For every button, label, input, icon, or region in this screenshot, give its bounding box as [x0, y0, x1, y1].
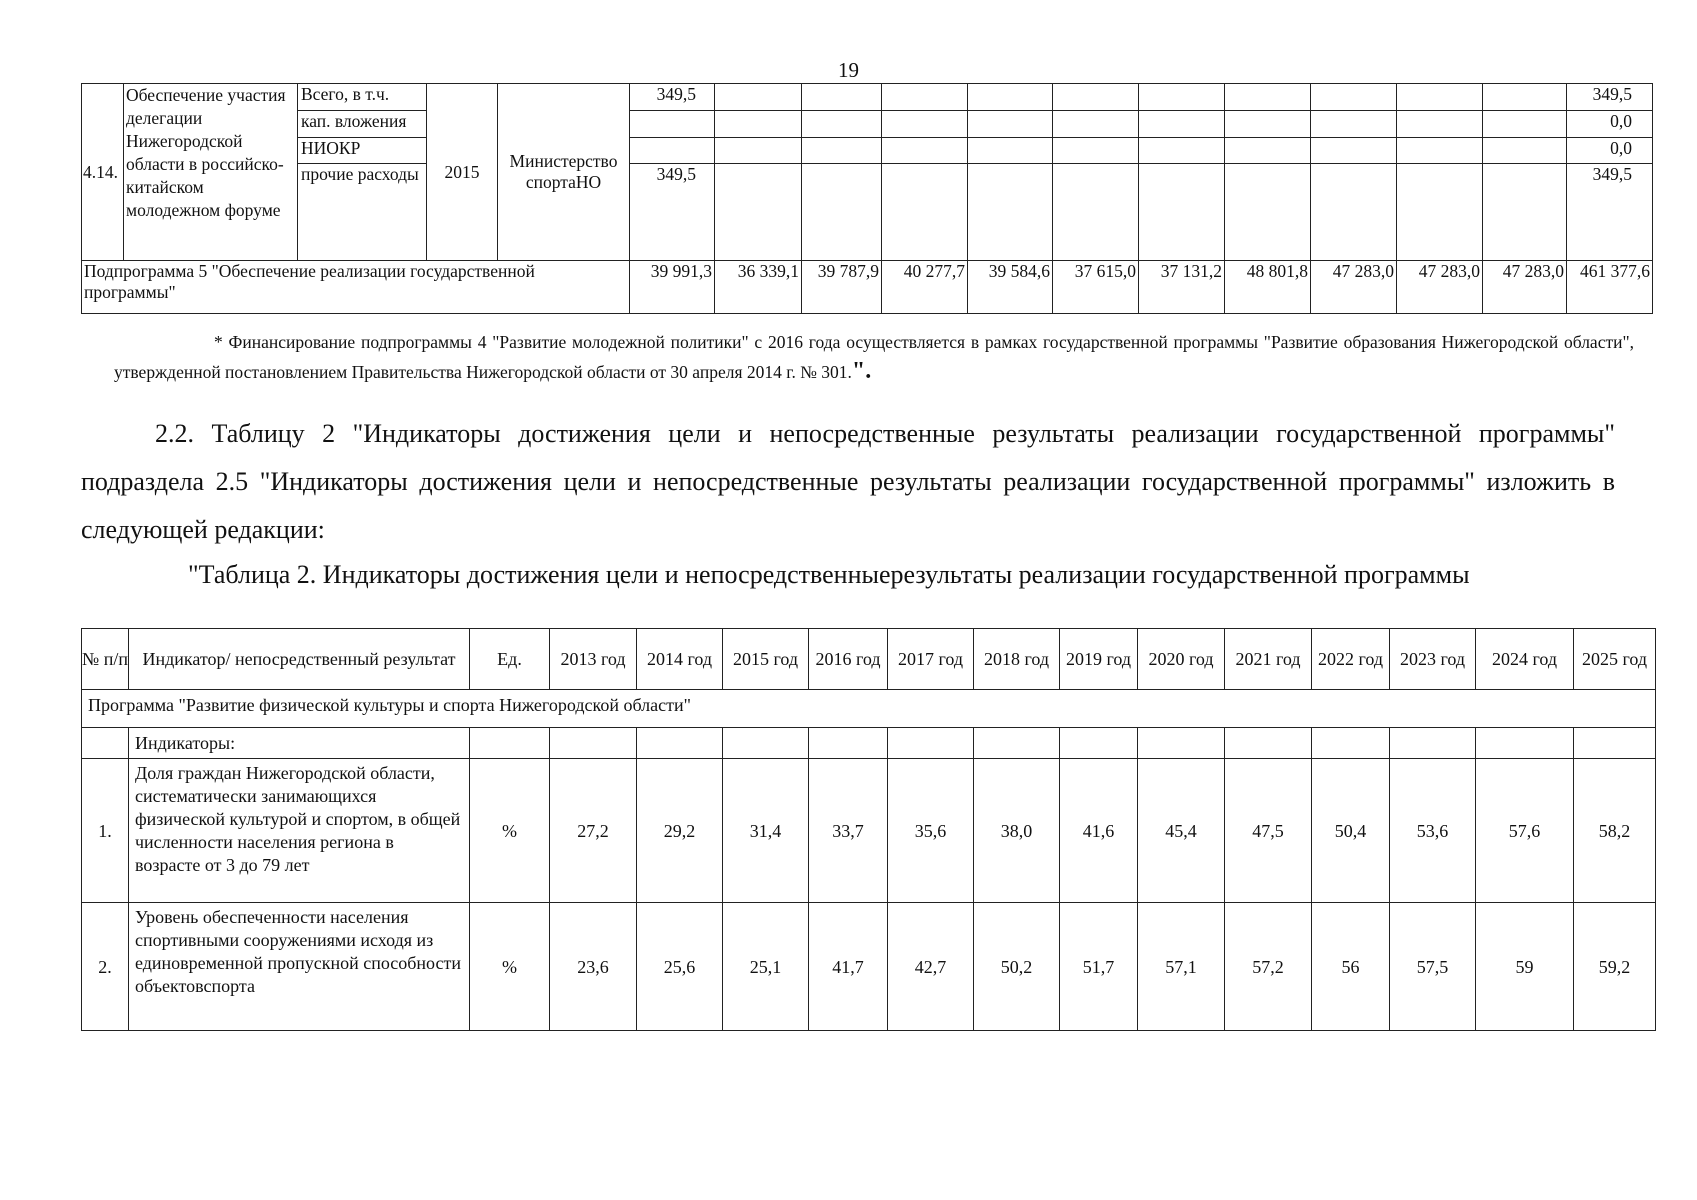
- indicator-value: 33,7: [809, 759, 888, 903]
- indicator-value: 59,2: [1574, 903, 1656, 1031]
- header-year: 2023 год: [1390, 629, 1476, 690]
- program-row: Программа "Развитие физической культуры и спорта Нижегородской области": [82, 690, 1656, 728]
- header-year: 2020 год: [1138, 629, 1225, 690]
- indicator-value: 29,2: [637, 759, 723, 903]
- subprogram-label: Подпрограмма 5 "Обеспечение реализации государственной программы": [82, 261, 630, 314]
- row-num: 2.: [82, 903, 129, 1031]
- total-cell: 0,0: [1567, 138, 1653, 164]
- indicator-value: 57,1: [1138, 903, 1225, 1031]
- indicator-table: [81, 628, 1656, 1031]
- indicator-value: 41,6: [1060, 759, 1138, 903]
- subprogram-value: 36 339,1: [715, 261, 802, 314]
- indicator-value: 45,4: [1138, 759, 1225, 903]
- subprogram-value: 47 283,0: [1397, 261, 1483, 314]
- footnote-text: * Финансирование подпрограммы 4 "Развитие молодежной политики" с 2016 года осуществляется в рамках государственной программы "Развитие образования Нижегородской области", утвержденной постановлением Правительства Нижегородской области от 30 апреля 2014 г. № 301.: [114, 332, 1634, 382]
- indicator-value: 35,6: [888, 759, 974, 903]
- category-niokr: НИОКР: [298, 138, 427, 164]
- row-num: 1.: [82, 759, 129, 903]
- indicators-label: Индикаторы:: [129, 728, 470, 759]
- indicator-value: 57,6: [1476, 759, 1574, 903]
- header-year: 2025 год: [1574, 629, 1656, 690]
- header-year: 2017 год: [888, 629, 974, 690]
- footnote: [114, 328, 1634, 387]
- category-capital: кап. вложения: [298, 111, 427, 138]
- row-year: 2015: [427, 84, 498, 261]
- indicator-value: 27,2: [550, 759, 637, 903]
- header-year: 2022 год: [1312, 629, 1390, 690]
- indicator-value: 59: [1476, 903, 1574, 1031]
- indicator-value: 50,2: [974, 903, 1060, 1031]
- indicator-name: Доля граждан Нижегородской области, систематически занимающихся физической культурой и спортом, в общей численности населения региона в возрасте от 3 до 79 лет: [129, 759, 470, 903]
- indicator-value: 56: [1312, 903, 1390, 1031]
- row-index: 4.14.: [82, 84, 124, 261]
- footnote-close-quote: ".: [851, 358, 872, 384]
- indicator-value: 58,2: [1574, 759, 1656, 903]
- indicator-unit: %: [470, 759, 550, 903]
- header-indicator: Индикатор/ непосредственный результат: [129, 629, 470, 690]
- header-year: 2021 год: [1225, 629, 1312, 690]
- header-year: 2016 год: [809, 629, 888, 690]
- indicator-value: 53,6: [1390, 759, 1476, 903]
- subprogram-total: 461 377,6: [1567, 261, 1653, 314]
- value-cell: [630, 138, 715, 164]
- indicator-unit: %: [470, 903, 550, 1031]
- indicator-value: 25,6: [637, 903, 723, 1031]
- financing-table: [81, 83, 1653, 314]
- indicator-value: 31,4: [723, 759, 809, 903]
- category-other: прочие расходы: [298, 164, 427, 261]
- amendment-paragraph: 2.2. Таблицу 2 "Индикаторы достижения цели и непосредственные результаты реализации государственной программы" подраздела 2.5 "Индикаторы достижения цели и непосредственные результаты реализации государственной программы" изложить в следующей редакции:: [81, 419, 1615, 544]
- subprogram-value: 39 584,6: [968, 261, 1053, 314]
- indicator-value: 47,5: [1225, 759, 1312, 903]
- indicator-value: 38,0: [974, 759, 1060, 903]
- indicator-value: 50,4: [1312, 759, 1390, 903]
- subprogram-value: 37 615,0: [1053, 261, 1139, 314]
- header-year: 2013 год: [550, 629, 637, 690]
- header-year: 2024 год: [1476, 629, 1574, 690]
- header-num: № п/п: [82, 629, 129, 690]
- total-cell: 349,5: [1567, 164, 1653, 261]
- subprogram-value: 40 277,7: [882, 261, 968, 314]
- subprogram-value: 47 283,0: [1311, 261, 1397, 314]
- row-name: Обеспечение участия делегации Нижегородской области в российско-китайском молодежном форуме: [124, 84, 298, 261]
- indicator-value: 25,1: [723, 903, 809, 1031]
- total-cell: 0,0: [1567, 111, 1653, 138]
- indicator-value: 57,5: [1390, 903, 1476, 1031]
- row-executor: Министерство спортаНО: [498, 84, 630, 261]
- value-cell: [630, 111, 715, 138]
- category-total: Всего, в т.ч.: [298, 84, 427, 111]
- table-title: "Таблица 2. Индикаторы достижения цели и непосредственныерезультаты реализации государственной программы: [188, 560, 1470, 589]
- header-year: 2018 год: [974, 629, 1060, 690]
- indicator-value: 41,7: [809, 903, 888, 1031]
- value-cell: 349,5: [630, 164, 715, 261]
- header-year: 2019 год: [1060, 629, 1138, 690]
- table-row: [82, 903, 1656, 1031]
- indicator-value: 42,7: [888, 903, 974, 1031]
- indicator-name: Уровень обеспеченности населения спортивными сооружениями исходя из единовременной пропускной способности объектовспорта: [129, 903, 470, 1031]
- subprogram-value: 47 283,0: [1483, 261, 1567, 314]
- header-unit: Ед.: [470, 629, 550, 690]
- subprogram-value: 48 801,8: [1225, 261, 1311, 314]
- header-year: 2015 год: [723, 629, 809, 690]
- subprogram-value: 39 787,9: [802, 261, 882, 314]
- table-row: [82, 759, 1656, 903]
- total-cell: 349,5: [1567, 84, 1653, 111]
- indicator-value: 57,2: [1225, 903, 1312, 1031]
- indicator-value: 51,7: [1060, 903, 1138, 1031]
- header-year: 2014 год: [637, 629, 723, 690]
- page-number: 19: [838, 58, 859, 82]
- subprogram-value: 37 131,2: [1139, 261, 1225, 314]
- value-cell: 349,5: [630, 84, 715, 111]
- indicator-value: 23,6: [550, 903, 637, 1031]
- subprogram-value: 39 991,3: [630, 261, 715, 314]
